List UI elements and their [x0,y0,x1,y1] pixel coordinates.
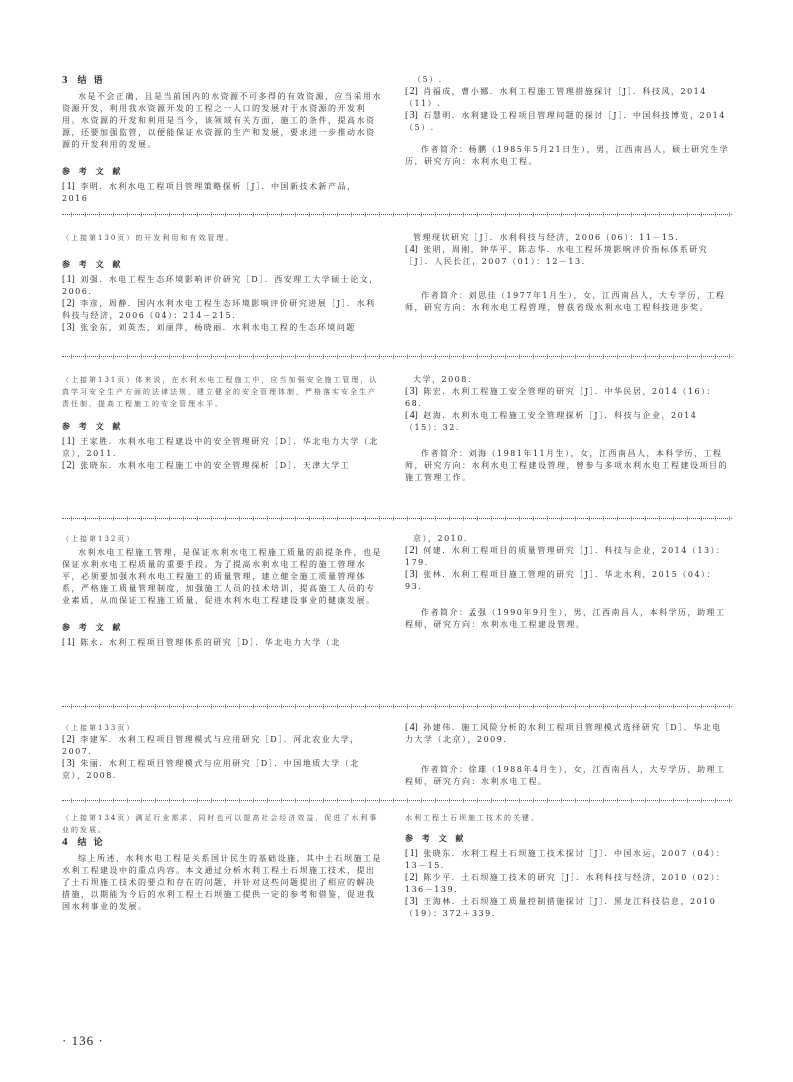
continued-note: （上接第132页） [62,535,136,543]
section-d-left [62,533,382,649]
reference-item: [2] 肖福成，曹小娜．水利工程施工管理措施探讨［J］．科技风，2014（11）. [405,86,707,108]
author-bio: 作者简介：刘思佳（1977年1月生），女，江西南昌人，大专学历，工程师，研究方向：水利水电工程管理，曾获省级水利水电工程科技进步奖。 [405,291,726,312]
author-bio: 作者简介：杨鹏（1985年5月21日生），男，江西南昌人，硕士研究生学历，研究方向：水利水电工程。 [405,145,730,166]
section-d-right [405,533,730,631]
reference-item: [4] 赵海．水利水电工程施工安全管理探析［J］．科技与企业，2014（15）：32. [405,410,698,432]
reference-item: 管理现状研究［J］．水利科技与经济，2006（06）：11－15. [413,233,680,242]
section-3 [62,74,382,205]
section-c-right [405,374,730,484]
section-text: 综上所述，水利水电工程是关系国计民生的基础设施，其中土石坝施工是水利工程建设中的重点内容。本文通过分析水利工程土石坝施工技术，提出了土石坝施工技术的要点和存在的问题，并针对这些问题提出了相应的解决措施，以期能为今后的水利工程土石坝施工提供一定的参考和借鉴，促进我国水利事业的发展。 [62,854,382,911]
section-divider [62,800,732,801]
reference-item: 京），2010. [413,534,468,543]
reference-item: [1] 李明．水利水电工程项目管理策略探析［J］．中国新技术新产品，2016 [62,181,357,203]
reference-item: [1] 刘强．水电工程生态环境影响评价研究［D］．西安理工大学硕士论文，2006. [62,274,379,296]
page-number: · 136 · [62,1033,104,1048]
reference-item: 大学，2008. [413,375,472,384]
reference-item: [1] 陈永．水利工程项目管理体系的研究［D］．华北电力大学（北 [62,637,341,648]
section-f-left [62,812,382,913]
author-bio: 作者简介：孟强（1990年9月生），男，江西南昌人，本科学历，助理工程师，研究方向：水利水电工程建设管理。 [405,608,726,629]
section-b-right [405,232,730,314]
reference-item: [2] 李彦，周静．国内水利水电工程生态环境影响评价研究进展［J］．水利科技与经济，2006（04）：214－215. [62,298,376,320]
reference-item: [2] 何建．水利工程项目的质量管理研究［J］．科技与企业，2014（13）：179. [405,545,726,567]
references-right-top [405,74,730,168]
reference-item: [2] 张晓东．水利水电工程施工中的安全管理探析［D］．天津大学工 [62,460,351,471]
continued-note: （上接第131页）体来说，在水利水电工程施工中，应当加强安全施工管理，认真学习安全生产方面的法律法规，建立健全的安全管理体制，严格落实安全生产责任制，提高工程施工的安全管理水平。 [62,376,379,408]
references-heading: 参 考 文 献 [62,622,124,632]
continued-text: 水利工程土石坝施工技术的关键。 [405,814,540,822]
reference-item: [3] 陈宏．水利工程施工安全管理的研究［J］．中华民居，2014（16）：68. [405,386,717,408]
author-bio: 作者简介：刘海（1981年11月生），女，江西南昌人，本科学历，工程师，研究方向：水利水电工程建设管理，曾参与多项水利水电工程建设项目的施工管理工作。 [405,449,728,482]
reference-item: [3] 朱丽．水利工程项目管理模式与应用研究［D］．中国地质大学（北京），2008. [62,758,360,780]
section-b-left [62,232,382,334]
section-text: 水利水电工程施工管理，是保证水利水电工程施工质量的前提条件，也是保证水利水电工程质量的重要手段。为了提高水利水电工程的施工管理水平，必须要加强水利水电工程施工的质量管理，建立健全施工质量管理体系，严格施工质量管理制度，加强施工人员的技术培训，提高施工人员的专业素质，从而保证工程施工质量，促进水利水电工程建设事业的健康发展。 [62,548,382,605]
section-e-left [62,722,382,782]
section-divider [62,214,732,215]
section-divider [62,356,732,357]
references-heading: 参 考 文 献 [62,166,124,176]
reference-item: [4] 张明，周刚，钟华平，陈志华．水电工程环境影响评价指标体系研究［J］．人民长江，2007（01）：12－13. [405,244,709,266]
references-heading: 参 考 文 献 [62,259,124,269]
section-text: 水是不会正确，且是当前国内的水资源不可多得的有效资源，应当采用水资源开发，利用我水资源开发的工程之一人口的发展对于水资源的开发利用。水资源的开发和利用是当今，该领域有关方面，施工的条件，提高水资源，还要加强监管，以便能保证水资源的生产和发展，要求进一步推动水资源的开发利用的发展。 [62,92,382,149]
section-heading: 4 结 论 [62,836,105,848]
reference-item: [3] 张金东，刘英杰，刘丽萍，杨晓丽．水利水电工程的生态环境问题 [62,322,356,333]
section-f-right [405,812,730,920]
author-bio: 作者简介：徐雄（1988年4月生），女，江西南昌人，大专学历，助理工程师，研究方向：水利水电工程。 [405,765,726,786]
references-heading: 参 考 文 献 [62,421,124,431]
reference-item: [1] 王家胜．水利水电工程建设中的安全管理研究［D］．华北电力大学（北京），2011. [62,436,379,458]
references-heading: 参 考 文 献 [405,833,467,843]
section-heading: 3 结 语 [62,74,105,86]
section-divider [62,706,732,707]
section-c-left [62,374,382,472]
reference-item: [3] 石慧明．水利建设工程项目管理问题的探讨［J］．中国科技博览，2014（5）. [405,110,726,132]
reference-item: [1] 张晓东．水利工程土石坝施工技术探讨［J］．中国水运，2007（04）：13－15. [405,848,726,870]
reference-item: [2] 李建军．水利工程项目管理模式与应用研究［D］．河北农业大学，2007. [62,734,360,756]
reference-item: （5）. [413,75,443,84]
section-e-right [405,722,730,788]
continued-note: （上接第134页）满足行业需求，同时也可以提高社会经济效益，促进了水利事业的发展。 [62,814,379,834]
reference-item: [3] 王海林．土石坝施工质量控制措施探讨［J］．黑龙江科技信息，2010（19）：372＋339. [405,896,717,918]
continued-note: （上接第133页） [62,724,136,732]
section-divider [62,518,732,519]
continued-note: （上接第130页）的开发利用和有效管理。 [62,234,235,242]
reference-item: [4] 孙建伟．施工风险分析的水利工程项目管理模式选择研究［D］．华北电力大学（北京），2009. [405,722,722,744]
reference-item: [3] 张林．水利工程项目施工管理的研究［J］．华北水利，2015（04）：93. [405,569,717,591]
reference-item: [2] 陈少平．土石坝施工技术的研究［J］．水利科技与经济，2010（02）：136－139. [405,872,726,894]
